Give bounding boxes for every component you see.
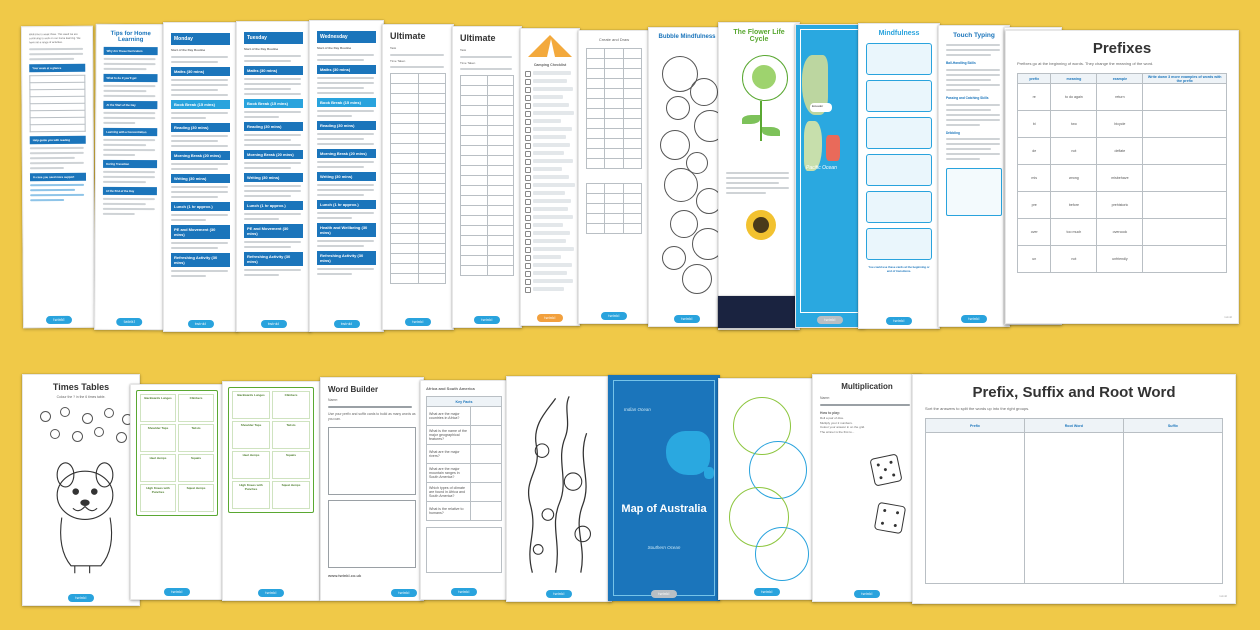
prefixes-table: [1017, 73, 1227, 273]
mindfulness-activity-cards[interactable]: [858, 23, 940, 329]
ultimate2-col-time: Time Taken: [460, 60, 476, 65]
key-facts-header: Key Facts: [427, 397, 502, 407]
sheet-code: twinkl: [1219, 594, 1227, 598]
question-cell: What are the major mountain ranges in South America?: [427, 464, 471, 483]
tuesday-timetable[interactable]: [236, 21, 311, 332]
monday-block-1: Maths (30 mins): [171, 67, 230, 76]
monday-block-3: Reading (30 mins): [171, 123, 230, 132]
ultimate-title-1: Ultimate: [390, 31, 426, 41]
ultimate-col-time: Time Taken: [390, 58, 406, 63]
camping-checklist[interactable]: [520, 28, 580, 326]
africa-title: Africa and South America: [426, 386, 475, 391]
prefix-suffix-root-word[interactable]: [912, 374, 1236, 604]
map-label-ecuador: Ecuador: [812, 104, 824, 108]
mindfulness-title: Mindfulness: [878, 30, 920, 37]
venn-circles: [719, 379, 815, 599]
welcome-section-1: Your week at a glance: [29, 63, 85, 71]
twinkl-logo: twinkl: [334, 320, 360, 328]
monday-timetable[interactable]: [163, 22, 238, 332]
header-meaning: meaning: [1051, 74, 1097, 84]
ultimate-title-2: Ultimate: [460, 33, 496, 43]
checklist-items: [525, 71, 575, 293]
word-builder-instruction: Use your prefix and suffix cards to build as many words as you can.: [328, 412, 416, 422]
times-table-sub: Colour the ? in the 6 times table.: [56, 395, 106, 399]
typing-title: Touch Typing: [953, 32, 995, 39]
mindfulness-card-list: [866, 43, 932, 260]
create-draw-table-2: [586, 183, 642, 234]
twinkl-logo: twinkl: [674, 315, 700, 323]
welcome-section-3: In case you need more support: [30, 172, 86, 180]
times-table-title: Times Tables: [52, 382, 110, 392]
africa-south-america-questions[interactable]: [420, 380, 508, 600]
twinkl-logo: twinkl: [188, 320, 214, 328]
twinkl-logo: twinkl: [961, 315, 987, 323]
mindfulness-note: You could use these cards at the beginning or end of transitions.: [868, 265, 930, 274]
bubble-title: Bubble Mindfulness: [658, 34, 716, 40]
ultimate-grid-1: [390, 73, 446, 284]
exercise-cell: Backwards Lunges: [140, 394, 176, 422]
wed-block-3: Reading (30 mins): [317, 121, 376, 130]
table-row: re to do again return: [1018, 84, 1227, 111]
tips-sub-3: At the Start of the Day: [103, 101, 157, 109]
twinkl-logo: twinkl: [886, 317, 912, 325]
question-cell: What are the major rivers?: [427, 445, 471, 464]
bubble-drawing-area: [656, 48, 718, 298]
monday-block-8: Refreshing Activity (30 mins): [171, 253, 230, 267]
header-prefix: Prefix: [926, 419, 1025, 433]
ultimate2-col-task: Task: [460, 48, 467, 52]
wednesday-sub: Start of the Day Routine: [317, 46, 352, 50]
tuesday-block-8: Refreshing Activity (30 mins): [244, 252, 303, 266]
header-root-word: Root Word: [1024, 419, 1123, 433]
twinkl-logo: twinkl: [546, 590, 572, 598]
exercise-cell: Heel Jumps: [232, 451, 270, 479]
how-to-play-head: How to play:: [820, 411, 841, 416]
twinkl-logo: twinkl: [391, 589, 417, 597]
twinkl-logo: twinkl: [405, 318, 431, 326]
map-label-pacific: Pacific Ocean: [806, 165, 837, 171]
twinkl-logo: twinkl: [116, 318, 142, 326]
exercise-cell: Climbers: [178, 394, 214, 422]
monday-block-2: Book Break (15 mins): [171, 100, 230, 109]
times-table-colouring[interactable]: [22, 374, 140, 606]
tuesday-block-1: Maths (30 mins): [244, 66, 303, 75]
tuesday-title: Tuesday: [244, 32, 303, 44]
exercise-cell: Shoulder Taps: [232, 421, 270, 449]
exercise-cell: Shoulder Taps: [140, 424, 176, 452]
wed-block-2: Book Break (15 mins): [317, 98, 376, 107]
dog-colouring-illustration: [30, 405, 132, 585]
typing-sub-2: Passing and Catching Skills: [946, 95, 989, 100]
create-draw-title: Create and Draw: [598, 37, 630, 42]
label-indian-ocean: Indian Ocean: [624, 407, 651, 412]
play-step-1: Roll a pair of dice.: [820, 416, 845, 421]
checklist-title: Camping Checklist: [533, 63, 567, 67]
table-row: un not unfriendly: [1018, 246, 1227, 273]
tuesday-block-5: Writing (30 mins): [244, 173, 303, 182]
tuesday-block-3: Reading (30 mins): [244, 122, 303, 131]
tuesday-block-2: Book Break (15 mins): [244, 99, 303, 108]
tuesday-block-4: Morning Break (20 mins): [244, 150, 303, 159]
map-of-australia[interactable]: [608, 375, 720, 601]
psr-title: Prefix, Suffix and Root Word: [972, 384, 1176, 401]
word-builder-box-2[interactable]: [328, 500, 416, 568]
exercise-cell: Squats: [272, 451, 310, 479]
exercise-cards-2[interactable]: [222, 381, 320, 601]
australia-title: Map of Australia: [621, 503, 707, 515]
typing-sub-1: Ball-Handling Skills: [946, 61, 976, 65]
monday-block-4: Morning Break (20 mins): [171, 151, 230, 160]
circles-venn-sheet[interactable]: [718, 378, 816, 600]
wednesday-title: Wednesday: [317, 31, 376, 43]
twinkl-logo: twinkl: [537, 314, 563, 322]
twinkl-logo: twinkl: [68, 594, 94, 602]
ultimate-grid-2: [460, 75, 514, 276]
monday-block-6: Lunch (1 hr approx.): [171, 202, 230, 211]
flower-life-cycle[interactable]: [718, 22, 800, 330]
twinkl-logo: twinkl: [601, 312, 627, 320]
prefixes-title: Prefixes: [1092, 40, 1152, 57]
multiplication-dice-game[interactable]: [812, 374, 922, 602]
exercise-cell: Twists: [178, 424, 214, 452]
twinkl-logo: twinkl: [258, 589, 284, 597]
dark-band-decor: [718, 296, 798, 328]
wed-block-6: Lunch (1 hr approx.): [317, 200, 376, 209]
tips-sub-2: What to do if you'll get: [103, 74, 157, 82]
header-prefix: prefix: [1018, 74, 1051, 84]
ultimate-table-1[interactable]: [382, 24, 454, 330]
question-cell: What are the major countries in Africa?: [427, 407, 471, 426]
word-builder[interactable]: [320, 377, 424, 601]
prefixes-worksheet[interactable]: [1005, 30, 1239, 324]
header-example: example: [1097, 74, 1143, 84]
africa-questions-table: [426, 396, 502, 521]
dog-outline-svg: [30, 447, 140, 577]
question-cell: Which types of climate are found in Africa and South America?: [427, 483, 471, 502]
wednesday-timetable[interactable]: [309, 20, 384, 332]
question-cell: What is the name of the major geographical features?: [427, 426, 471, 445]
twinkl-logo: twinkl: [451, 588, 477, 596]
table-row: mis wrong misbehave: [1018, 165, 1227, 192]
header-suffix: Suffix: [1123, 419, 1222, 433]
week-glance-table: [29, 74, 85, 131]
play-step-4: The winner is the first to...: [820, 429, 855, 434]
twinkl-logo: twinkl: [754, 588, 780, 596]
tuesday-block-6: Lunch (1 hr approx.): [244, 201, 303, 210]
question-cell: What is the relative to humans?: [427, 502, 471, 521]
twinkl-logo: twinkl: [46, 316, 72, 324]
ultimate-col-task: Task: [390, 46, 397, 50]
twinkl-logo: twinkl: [817, 316, 843, 324]
exercise-cell: Climbers: [272, 391, 310, 419]
twinkl-logo: twinkl: [651, 590, 677, 598]
exercise-cell: High Knees with Punches: [232, 481, 270, 509]
word-builder-title: Word Builder: [328, 385, 379, 394]
flower-title: The Flower Life Cycle: [733, 29, 785, 43]
exercise-cell: Twists: [272, 421, 310, 449]
tuesday-sub: Start of the Day Routine: [244, 47, 279, 51]
exercise-cards-1[interactable]: [130, 384, 224, 600]
exercise-cell: Squat Jumps: [178, 484, 214, 512]
monday-block-5: Writing (30 mins): [171, 174, 230, 183]
table-row: de not deflate: [1018, 138, 1227, 165]
tuesday-block-7: PE and Movement (30 mins): [244, 224, 303, 238]
monday-block-7: PE and Movement (30 mins): [171, 225, 230, 239]
wed-block-8: Refreshing Activity (30 mins): [317, 251, 376, 265]
wed-block-7: Health and Wellbeing (30 mins): [317, 223, 376, 237]
coral-outline-svg: [513, 383, 605, 588]
word-builder-url[interactable]: www.twinkl.co.uk: [328, 573, 362, 579]
dice-illustration: [820, 440, 914, 560]
create-draw-table: [586, 48, 642, 169]
header-more-examples: Write down 3 more examples of words with the prefix: [1143, 74, 1227, 84]
create-and-draw-grid[interactable]: [578, 30, 650, 324]
welcome-intro: Welcome to week three. This week we are continuing to work on our home learning. We have set a range of activities.: [28, 32, 81, 44]
multiplication-title: Multiplication: [841, 382, 893, 391]
ultimate-table-2[interactable]: [452, 26, 522, 328]
wed-block-5: Writing (30 mins): [317, 172, 376, 181]
bubble-mindfulness[interactable]: [648, 27, 726, 327]
multiplication-name-field[interactable]: Name:: [820, 396, 830, 400]
monday-sub: Start of the Day Routine: [171, 48, 206, 52]
pacific-ocean-map[interactable]: [795, 24, 865, 328]
welcome-parent-letter[interactable]: [21, 26, 95, 328]
tips-sub-6: At the End of the Day: [103, 187, 157, 195]
table-row: over too much overcook: [1018, 219, 1227, 246]
tips-sub-1: Why Are These Curriculum: [104, 47, 158, 55]
word-builder-name-field[interactable]: Name:: [328, 398, 338, 402]
tips-sheet[interactable]: [94, 24, 166, 330]
tips-sub-5: During Transition: [103, 160, 157, 168]
flower-body-text: [726, 172, 792, 194]
twinkl-logo: twinkl: [854, 590, 880, 598]
wed-block-4: Morning Break (20 mins): [317, 149, 376, 158]
welcome-section-2: Help guide you with reading: [30, 135, 86, 143]
tips-title: Tips for Home Learning: [110, 30, 151, 44]
twinkl-logo: twinkl: [474, 316, 500, 324]
africa-map-box: [426, 527, 502, 573]
label-southern-ocean: Southern Ocean: [647, 545, 681, 550]
typing-sub-3: Dribbling: [946, 130, 960, 135]
exercise-cell: Heel Jumps: [140, 454, 176, 482]
exercise-cell: High Knees with Punches: [140, 484, 176, 512]
exercise-cell: Backwards Lunges: [232, 391, 270, 419]
word-builder-box-1[interactable]: [328, 427, 416, 495]
play-step-3: Colour your answer in on the grid.: [820, 425, 866, 430]
coral-colouring-sheet[interactable]: [506, 376, 612, 602]
monday-title: Monday: [171, 33, 230, 45]
twinkl-logo: twinkl: [164, 588, 190, 596]
table-row: pre before prehistoric: [1018, 192, 1227, 219]
touch-typing-sheet[interactable]: [938, 25, 1010, 327]
play-step-2: Multiply your 2 numbers.: [820, 420, 853, 425]
exercise-cell: Squat Jumps: [272, 481, 310, 509]
psr-instruction: Sort the answers to split the words up into the right groups.: [925, 406, 1030, 411]
twinkl-logo: twinkl: [261, 320, 287, 328]
sheet-code: twinkl: [1224, 315, 1232, 319]
psr-table: [925, 418, 1223, 584]
sunflower-illustration: [726, 202, 792, 262]
table-row: bi two bicycle: [1018, 111, 1227, 138]
wed-block-1: Maths (30 mins): [317, 65, 376, 74]
prefixes-instruction: Prefixes go at the beginning of words. They change the meaning of the word.: [1017, 61, 1154, 66]
exercise-cell: Squats: [178, 454, 214, 482]
flower-diagram: [726, 49, 792, 169]
tent-icon: [526, 33, 574, 59]
tips-sub-4: Learning with a Concentration: [103, 128, 157, 136]
